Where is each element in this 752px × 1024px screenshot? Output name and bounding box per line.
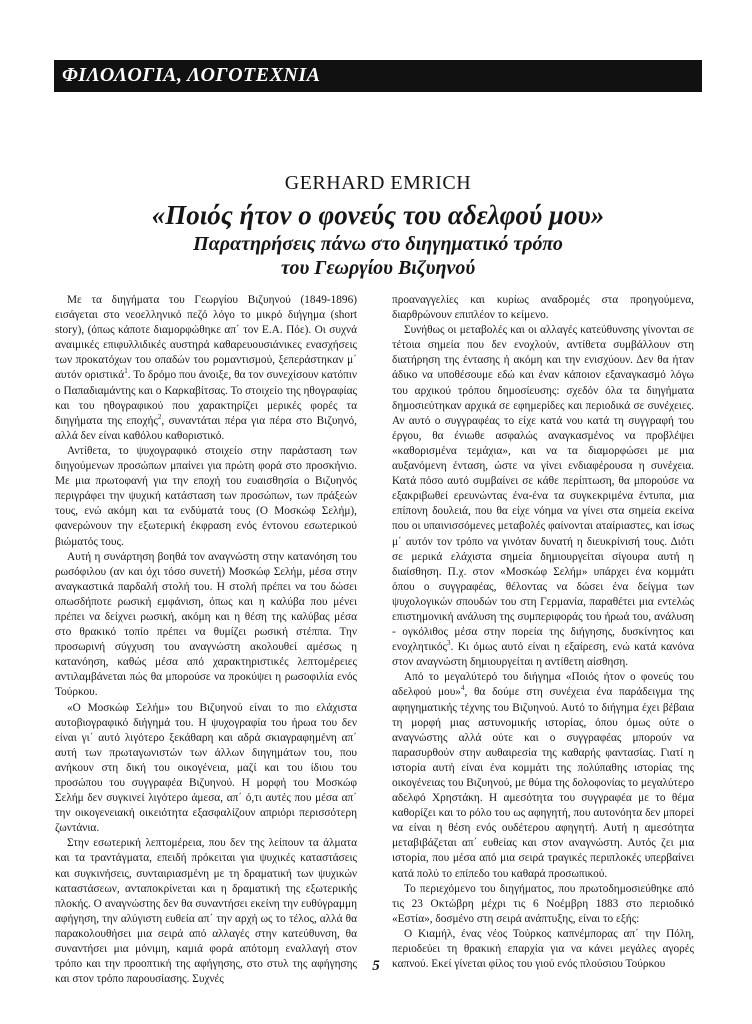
paragraph: Αντίθετα, το ψυχογραφικό στοιχείο στην παράσταση των διηγούμενων προσώπων μπαίνει για πρώτη φορά στο προσκήνιο. Με μια πρωτοφανή για την εποχή του ευαισθησία ο Βιζυηνός περιγράφει την ψυχική κατάσταση των προσώπων, των πράξεών τους, ενώ ακόμη και τα ενδύματά τους (Ο Μοσκώφ Σελήμ), φανερώνουν την εξωτερική έκφραση ενός έντονου εσωτερικού βιώματός τους. [55, 444, 357, 548]
article-author: GERHARD EMRICH [284, 172, 472, 194]
header-rule [54, 90, 702, 92]
paragraph: Αυτή η συνάρτηση βοηθά τον αναγνώστη στην κατανόηση του ρωσόφιλου (αν και όχι τόσο συνετή) Μοσκώφ Σελήμ, μέσα στην αναγκαστικά παρδαλή στολή του. Η στολή πρέπει να του δώσει οπωσδήποτε ρωσική εμφάνιση, όπως και η καλύβα που μένει πρέπει να δείχνει ρωσική, ακόμη και η θέση της καλύβας μέσα στο θρακικό τοπίο πρέπει να θυμίζει ρωσική στέππα. Την προσωρινή σύγχυση του αναγνώστη ακολουθεί αμέσως η κατανόηση, καθώς μέσα από χαρακτηριστικές λεπτομέρειες αντιλαμβάνεται πώς θα μπορούσε να προκύψει η ρωσοφιλία ενός Τούρκου. [55, 550, 357, 699]
paragraph: προαναγγελίες και κυρίως αναδρομές στα προηγούμενα, διαρθρώνουν επιπλέον το κείμενο. [392, 294, 694, 322]
subtitle-line-1: Παρατηρήσεις πάνω στο διηγηματικό τρόπο [193, 233, 563, 255]
subtitle-line-2: του Γεωργίου Βιζυηνού [280, 257, 476, 279]
paragraph: Με τα διηγήματα του Γεωργίου Βιζυηνού (1849-1896) εισάγεται στο νεοελληνικό πεζό λόγο το μικρό διήγημα (short story), (όπως κάποτε διαμορφώθηκε απ΄ τον Ε.Α. Πόε). Οι συχνά αναιμικές επιφυλλιδικές αυστηρά καθαρευουσιάνικες ενασχήσεις των προκατόχων του οπαδών του ρομαντισμού, ξεπεράστηκαν μ΄ αυτόν οριστικά$^1$. Το δρόμο που άνοιξε, θα τον συνεχίσουν κατόπιν ο Παπαδιαμάντης και ο Καρκαβίτσας. Το στοιχείο της ηθογραφίας και του ηθογραφικού που χαρακτηρίζει μερικές φορές τα διηγήματα της εποχής$^2$, συναντάται πέρα για πέρα στο Βιζυηνό, αλλά δεν είναι καθόλου καθοριστικό. [55, 294, 357, 442]
article-title: «Ποιός ήτον ο φονεύς του αδελφού μου» [151, 200, 605, 230]
right-text-column [392, 293, 694, 972]
paragraph: Συνήθως οι μεταβολές και οι αλλαγές κατεύθυνσης γίνονται σε τέτοια σημεία που δεν ενοχλούν, αντίθετα συμβάλλουν στη διατήρηση της έντασης ή ακόμη και την ενισχύουν. Δεν θα ήταν άδικο να υποθέσουμε εδώ και έναν κάποιον εξαναγκασμό λόγω του αρχικού τρόπου δημοσίευσης: σχεδόν όλα τα διηγήματα δημοσιεύτηκαν αρχικά σε εφημερίδες και περιοδικά σε συνέχειες. Αν αυτό ο συγγραφέας το είχε κατά νου κατά τη συγγραφή του έργου, θα ένιωθε ασφαλώς αναγκασμένος να προβλέψει «καθορισμένα τεμάχια», και να τα διαμορφώσει με μια αυξανόμενη ένταση, ώστε να γίνει ενδιαφέρουσα η συνέχεια. Κατά πόσο αυτό συμβαίνει σε κάθε περίπτωση, θα μπορούσε να εξακριβωθεί ερευνώντας ένα-ένα τα συγκεκριμένα έντυπα, μια επίπονη δουλειά, που θα είχε νόημα να γίνει στα σημεία εκείνα που οι υπαινισσόμενες μεταβολές φαίνονται αταίριαστες, και ίσως μ΄ αυτόν τον τρόπο να γινόταν δυνατή η διευκρίνισή τους. Διότι σε μερικά ελάχιστα σημεία δημιουργείται σίγουρα αυτή η διαίσθηση. Π.χ. στον «Μοσκώφ Σελήμ» υπάρχει ένα κομμάτι όπου ο συγγραφέας, θέλοντας να δώσει ένα δείγμα των ψυχολογικών σπουδών του στη Γερμανία, παραθέτει μια εντελώς επιστημονική ανάλυση της συμπεριφοράς του ήρωά του, ανάλυση - ογκόλιθος μέσα στην πορεία της διήγησης, δυσκίνητος και ενοχλητικός$^3$. Κι όμως αυτό είναι η εξαίρεση, ενώ κατά κανόνα στον αναγνώστη δημιουργείται η αντίθετη αίσθηση. [392, 324, 694, 669]
paragraph: Ο Κιαμήλ, ένας νέος Τούρκος καπνέμπορας απ΄ την Πόλη, περιοδεύει τη θρακική επαρχία για να κάνει μεγάλες αγορές καπνού. Εκεί γίνεται φίλος του γιού ενός πλούσιου Τούρκου [392, 927, 694, 971]
paragraph: «Ο Μοσκώφ Σελήμ» του Βιζυηνού είναι το πιο ελάχιστα αυτοβιογραφικό διήγημά του. Η ψυχογραφία του ήρωα του δεν είναι γι΄ αυτό λιγότερο ξεκάθαρη και αδρά σκιαγραφημένη απ΄ αυτή των πρωταγωνιστών των άλλων διηγημάτων του, που ανήκουν στη δική του οικογένεια, μαζί και του ίδιου του προσώπου του συγγραφέα Βιζυηνού. Η μορφή του Μοσκώφ Σελήμ δεν συγκινεί λιγότερο άμεσα, απ΄ ό,τι αυτές που μέσα απ΄ την οικογενειακή οικειότητα εξασφαλίζουν απριόρι περισσότερη ζωντάνια. [55, 701, 357, 835]
paragraph: Στην εσωτερική λεπτομέρεια, που δεν της λείπουν τα άλματα και τα τραντάγματα, επειδή πρόκειται για ψυχικές καταστάσεις και συγκινήσεις, συνταιριασμένη με τη δραματική των ψυχικών καταστάσεων, ανταποκρίνεται και η δραματική της εξωτερικής πλοκής. Ο αναγνώστης δεν θα συναντήσει εκείνη την ευθύγραμμη αφήγηση, την αλύγιστη ευθεία απ΄ την αρχή ως το τέλος, αλλά θα παρακολουθήσει μια σειρά από αλλαγές στην κατεύθυνση, θα συναντήσει μια μόνιμη, καμιά φορά απότομη εναλλαγή στον τρόπο και την προοπτική της αφήγησης, στο στυλ της αφήγησης και στον τρόπο παρουσίασης. Συχνές [55, 837, 357, 986]
paragraph: Το περιεχόμενο του διηγήματος, που πρωτοδημοσιεύθηκε από τις 23 Οκτώβρη μέχρι τις 6 Νοέμβρη 1883 στο περιοδικό «Εστία», δοσμένο στη σειρά ανάπτυξης, είναι το εξής: [392, 882, 694, 925]
section-title: ΦΙΛΟΛΟΓΙΑ, ΛΟΓΟΤΕΧΝΙΑ [62, 63, 321, 86]
page-number: 5 [372, 958, 380, 974]
paragraph: Από το μεγαλύτερό του διήγημα «Ποιός ήτον ο φονεύς του αδελφού μου»$^4$, θα δούμε στη συνέχεια ένα παράδειγμα της αφηγηματικής τέχνης του Βιζυηνού. Αυτό το διήγημα έχει βέβαια τη μορφή μιας αστυνομικής ιστορίας, όπου όμως ούτε ο αναγνώστης αλλά ούτε και ο συγγραφέας μπορούν να παρασυρθούν στην αυθαιρεσία της καθαρής φαντασίας. Γιατί η ιστορία αυτή είναι ένα κομμάτι της πολύπαθης ιστορίας της οικογένειας του Βιζυηνού, με θύμα της δολοφονίας το μεγαλύτερο αδελφό Χρηστάκη. Η αμεσότητα του συγγραφέα με το θέμα καθορίζει και το ρόλο του ως αφηγητή, που αυτονόητα δεν μπορεί να είναι η θέση ενός ουδέτερου αφηγητή. Αυτή η αμεσότητα μεταβιβάζεται απ΄ ευθείας και στον αναγνώστη. Αυτός ζει μια ιστορία, που μέσα από μια σειρά τραγικές περιπλοκές υπερβαίνει κατά πολύ το επίπεδο του καθαρά προσωπικού. [392, 671, 694, 880]
left-text-column [55, 293, 357, 987]
section-header-bar [54, 60, 702, 90]
article-subtitle [54, 232, 702, 280]
